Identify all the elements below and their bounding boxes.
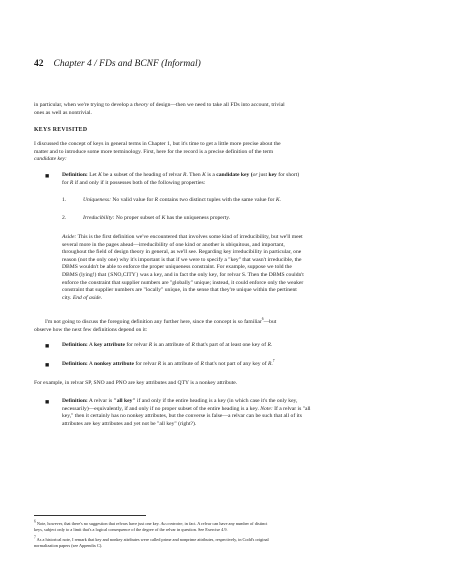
aside-line-3: throughout the field of design theory in general, as we'll see. Regarding key irreducibility in particular, one (62, 249, 302, 256)
def-text: . Then (186, 172, 203, 178)
footnote-text: As a historical note, I remark that key and nonkey attributes were called prime and nonprime attributes, respectively, in Codd's original (35, 537, 269, 542)
footnote-number: 6 (34, 519, 36, 524)
def-text: be a subset of the heading of relvar (101, 172, 184, 178)
def-text: is a (205, 172, 217, 178)
paragraph-keys-intro (34, 141, 432, 164)
def-var: R (200, 361, 204, 367)
aside-line-9 (62, 295, 434, 303)
def-note-label: Note: (260, 405, 273, 412)
footnote-ref-6: 6 (261, 317, 264, 322)
bullet-square-icon: ■ (45, 361, 50, 369)
footnote-6-line-2: keys, subject only to a limit that's a logical consequence of the degree of the relvar in question. See Exercise 4.9. (34, 526, 228, 532)
intro-theory: theory (134, 102, 149, 108)
intro-text: in particular, when we're trying to develop a (34, 102, 135, 108)
def-var: R (148, 342, 153, 348)
aside-block (62, 234, 434, 302)
def-text: for relvar (124, 342, 149, 348)
footnote-divider (34, 515, 146, 516)
footnote-ref-7: 7 (272, 359, 275, 364)
def-text: necessarily)—equivalently, if and only if no proper subset of the entire heading is a key. (62, 405, 261, 412)
chapter-title: Chapter 4 / FDs and BCNF (Informal) (53, 59, 201, 69)
def-text: Let (87, 172, 99, 178)
def-text: is an attribute of (161, 361, 201, 367)
def-text: just (257, 172, 269, 178)
footnote-6 (34, 521, 432, 533)
p2-line-1 (34, 319, 434, 327)
aside-line-1 (62, 234, 434, 242)
footnote-7-line-2: normalization papers (see Appendix C). (34, 542, 103, 548)
def-label: Definition: (62, 172, 88, 178)
def-var: K (202, 172, 206, 178)
def-var: R (69, 179, 74, 186)
intro-line-2: ones as well as nontrivial. (34, 109, 92, 116)
paragraph-foregoing (34, 319, 434, 334)
footnote-7 (34, 537, 432, 549)
definition-nonkey-attribute (62, 361, 434, 369)
def-label: Definition: (62, 398, 88, 404)
aside-label: Aside: (62, 234, 77, 240)
def-var: K (98, 172, 102, 178)
property-name: Irreducibility: (83, 215, 115, 221)
def-text: A (87, 342, 95, 348)
p2-line-2: observe how the next few definitions depend on it: (34, 326, 148, 333)
def-text: that's part of at least one key of (194, 342, 268, 348)
def-var: R (183, 172, 187, 178)
bullet-square-icon: ■ (45, 342, 50, 350)
property-var: K (275, 197, 280, 203)
aside-end: End of aside. (72, 294, 103, 301)
intro-line-1 (34, 102, 432, 110)
footnote-number: 7 (34, 535, 36, 540)
aside-text: city. (62, 294, 73, 301)
def-var: R (191, 342, 195, 348)
def-text: that's not part of any key of (203, 361, 268, 367)
aside-line-5: DBMS wouldn't be able to enforce the proper uniqueness constraint. For example, suppose we told the (62, 264, 292, 271)
property-irreducibility (83, 215, 433, 223)
intro-paragraph (34, 102, 432, 117)
def-ck-line-1 (62, 172, 432, 180)
section-heading: KEYS REVISITED (34, 127, 88, 133)
p1-line-2: matter and to introduce some more terminology. First, here for the record is a precise definition of the term (34, 148, 274, 155)
property-name: Uniqueness: (83, 197, 111, 203)
def-label: Definition: (62, 361, 88, 367)
def-text: for relvar (133, 361, 158, 367)
def-ak-line-1 (62, 398, 434, 406)
property-uniqueness (83, 197, 433, 205)
footnote-text: Note, however, that there's no suggestion that relvars have just one key. (35, 521, 161, 526)
def-text: is an attribute of (152, 342, 192, 348)
aside-line-6: DBMS (lying!) that {SNO,CITY} was a key, and in fact the only key, for relvar S. Then the DBMS couldn't (62, 271, 304, 278)
def-ak-line-4: attributes are key attributes and yet not be "all key" (right?). (62, 420, 197, 427)
property-text: . (279, 197, 281, 203)
intro-text: of design—then we need to take all FDs into account, trivial (148, 102, 285, 108)
footnote-text: , in fact. A relvar can have any number of distinct (182, 521, 268, 526)
definition-key-attribute (62, 342, 434, 350)
p1-line-1: I discussed the concept of keys in general terms in Chapter 1, but it's time to get a little more precise about the (34, 141, 281, 147)
def-term: candidate key ( (216, 172, 253, 178)
def-ak-line-3: key," then it certainly has no nonkey attributes, but the converse is false—a relvar can be such that all of its (62, 413, 302, 420)
definition-candidate-key (62, 172, 432, 187)
def-ck-line-2 (62, 180, 432, 188)
footnote-text: Au contraire (160, 521, 183, 526)
p2-text: I'm not going to discuss the foregoing definition any further here, since the concept is so familiar (45, 319, 262, 325)
def-text: for short) (276, 172, 300, 178)
def-label: Definition: (62, 342, 88, 348)
def-text: A (87, 361, 95, 367)
property-text: No proper subset of (114, 215, 162, 221)
property-text: contains two distinct tuples with the same value for (158, 197, 276, 203)
paragraph-example: For example, in relvar SP, SNO and PNO are key attributes and QTY is a nonkey attribute. (34, 380, 238, 386)
aside-line-7: enforce the constraint that supplier numbers are "globally" unique; instead, it could enforce only the weaker (62, 279, 304, 286)
bullet-square-icon: ■ (45, 172, 50, 180)
def-var: R (267, 361, 272, 367)
def-var: R (157, 361, 162, 367)
aside-line-8: constraint that supplier numbers are "locally" unique, in the sense that they're unique within the pertinent (62, 287, 297, 294)
def-text: If a relvar is "all (272, 405, 311, 412)
def-text: or (252, 172, 258, 178)
aside-text: This is the first definition we've encountered that involves some kind of irreducibility, but we'll meet (76, 234, 303, 240)
aside-line-2: several more in the pages ahead—irreducibility of one kind or another is ubiquitous, and important, (62, 241, 285, 248)
def-term: "all key" (113, 398, 136, 404)
def-term: nonkey attribute (94, 361, 134, 367)
def-term: key (268, 172, 277, 178)
running-header (34, 58, 434, 70)
p2-text: —but (263, 319, 277, 325)
property-number: 1. (62, 197, 67, 203)
bullet-square-icon: ■ (45, 398, 50, 406)
property-var: K (161, 215, 166, 221)
p1-line-3: candidate key: (34, 156, 67, 163)
def-text: for (62, 179, 70, 186)
def-text: A relvar is (87, 398, 114, 404)
page-number: 42 (34, 59, 44, 69)
property-text: has the uniqueness property. (165, 215, 231, 221)
aside-line-4: reason (not the only one) why it's important is that if we were to specify a "key" that wasn't irreducible, the (62, 256, 302, 263)
def-term: key attribute (94, 342, 125, 348)
def-text: . (271, 361, 273, 367)
property-var: R (154, 197, 159, 203)
property-number: 2. (62, 215, 67, 221)
definition-all-key (62, 398, 434, 428)
def-text: . (270, 342, 273, 348)
def-var: R (267, 342, 271, 348)
def-text: if and only if it possesses both of the following properties: (73, 179, 206, 186)
property-text: No valid value for (110, 197, 155, 203)
def-text: if and only if the entire heading is a key (in which case it's the only key, (135, 398, 298, 404)
